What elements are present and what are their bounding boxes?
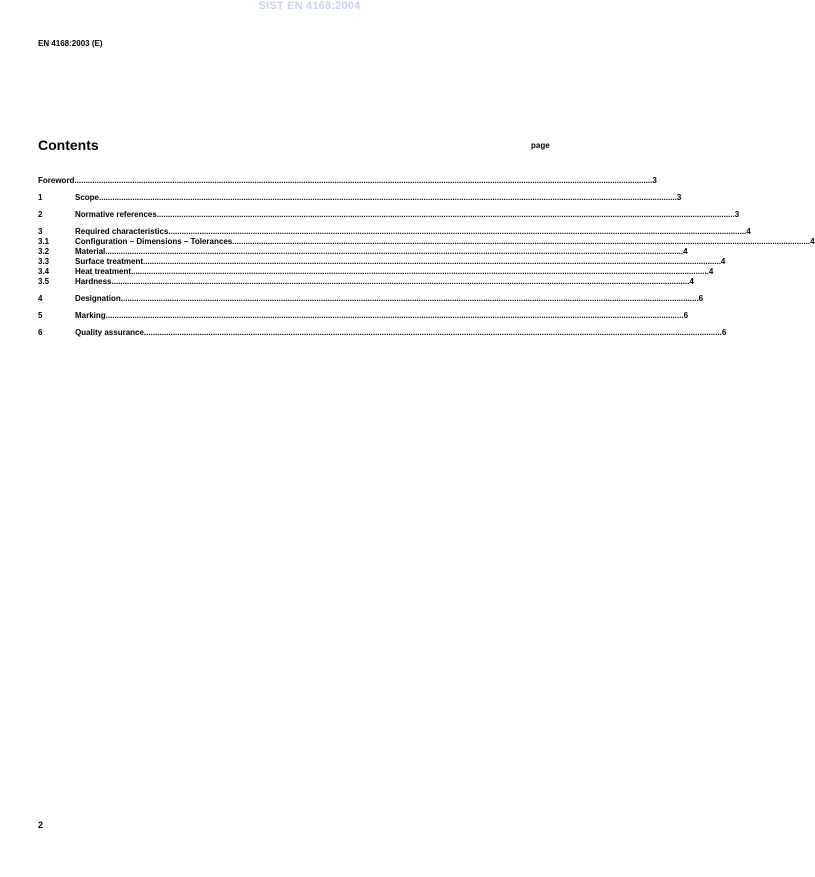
toc-entry-page: 3 (652, 176, 657, 185)
toc-entry-number: 3.1 (38, 237, 50, 246)
dot-leader: .................................................................................................................................................................................................................................................................... (105, 247, 684, 256)
dot-leader: .................................................................................................................................................................................................................................................................... (232, 237, 811, 246)
toc-entry-title: Configuration – Dimensions – Tolerances (75, 237, 233, 246)
toc-entry-foreword[interactable] (38, 176, 657, 186)
document-id: EN 4168:2003 (E) (38, 39, 103, 48)
dot-leader: .................................................................................................................................................................................................................................................................... (156, 210, 735, 219)
toc-entry-page: 6 (683, 311, 689, 320)
page-column-label: page (531, 141, 550, 150)
toc-entry-title: Material (75, 247, 106, 256)
dot-leader: .................................................................................................................................................................................................................................................................... (99, 193, 677, 202)
toc-entry-hardness[interactable] (38, 277, 694, 287)
toc-entry-scope[interactable] (38, 193, 682, 203)
toc-entry-page: 3 (676, 193, 682, 202)
toc-entry-number: 5 (38, 311, 43, 320)
toc-entry-heat-treatment[interactable] (38, 267, 714, 277)
table-of-contents (38, 176, 815, 338)
toc-entry-number: 4 (38, 294, 43, 303)
dot-leader: .................................................................................................................................................................................................................................................................... (111, 277, 690, 286)
toc-entry-title: Surface treatment (75, 257, 144, 266)
toc-entry-normative-references[interactable] (38, 210, 740, 220)
toc-entry-title: Heat treatment (75, 267, 132, 276)
dot-leader: .................................................................................................................................................................................................................................................................... (120, 294, 699, 303)
toc-entry-number: 6 (38, 328, 43, 337)
toc-entry-quality-assurance[interactable] (38, 328, 727, 338)
toc-entry-page: 4 (689, 277, 694, 286)
toc-entry-page: 4 (683, 247, 688, 256)
toc-entry-page: 3 (734, 210, 740, 219)
toc-entry-title: Normative references (75, 210, 157, 219)
toc-entry-page: 4 (720, 257, 726, 266)
dot-leader: .................................................................................................................................................................................................................................................................... (74, 176, 653, 185)
toc-entry-number: 3.3 (38, 257, 50, 266)
toc-entry-title: Required characteristics (75, 227, 169, 236)
page-number: 2 (38, 820, 44, 830)
toc-entry-page: 4 (746, 227, 751, 236)
toc-entry-title: Scope (75, 193, 100, 202)
dot-leader: .................................................................................................................................................................................................................................................................... (143, 257, 721, 266)
toc-entry-number: 2 (38, 210, 43, 219)
dot-leader: .................................................................................................................................................................................................................................................................... (143, 328, 722, 337)
toc-entry-number: 3.4 (38, 267, 50, 276)
toc-entry-designation[interactable] (38, 294, 704, 304)
toc-entry-configuration[interactable] (38, 237, 815, 247)
toc-entry-page: 6 (698, 294, 704, 303)
toc-entry-required-characteristics[interactable] (38, 227, 751, 237)
watermark: SIST EN 4168:2004 (258, 0, 361, 12)
dot-leader: .................................................................................................................................................................................................................................................................... (105, 311, 684, 320)
dot-leader: .................................................................................................................................................................................................................................................................... (168, 227, 747, 236)
toc-entry-page: 4 (708, 267, 714, 276)
toc-entry-number: 3 (38, 227, 43, 236)
toc-entry-surface-treatment[interactable] (38, 257, 726, 267)
toc-entry-number: 3.2 (38, 247, 50, 256)
toc-entry-title: Marking (75, 311, 106, 320)
toc-entry-page: 4 (810, 237, 815, 246)
toc-entry-page: 6 (721, 328, 727, 337)
toc-entry-number: 3.5 (38, 277, 50, 286)
toc-entry-title: Quality assurance (75, 328, 144, 337)
dot-leader: .................................................................................................................................................................................................................................................................... (131, 267, 709, 276)
toc-entry-marking[interactable] (38, 311, 689, 321)
toc-entry-number: 1 (38, 193, 43, 202)
contents-heading: Contents (38, 137, 99, 153)
toc-entry-material[interactable] (38, 247, 688, 257)
toc-entry-title: Foreword (38, 176, 75, 185)
toc-entry-title: Designation (75, 294, 121, 303)
toc-entry-title: Hardness (75, 277, 112, 286)
